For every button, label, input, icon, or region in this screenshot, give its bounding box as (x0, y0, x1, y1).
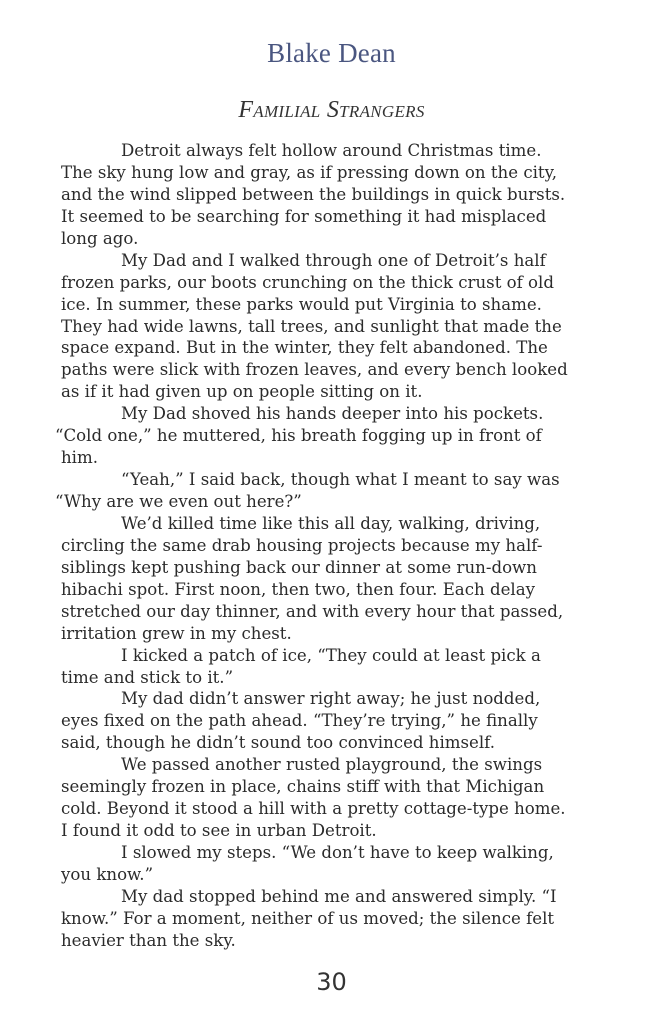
text-line: “Cold one,” he muttered, his breath fogging up in front of (55, 426, 542, 446)
text-line: time and stick to it.” (61, 667, 234, 687)
text-line: stretched our day thinner, and with every hour that passed, (61, 601, 564, 621)
paragraph-first-line: I kicked a patch of ice, “They could at least pick a (121, 645, 541, 665)
paragraph-first-line: My dad stopped behind me and answered simply. “I (121, 886, 557, 906)
text-line: siblings kept pushing back our dinner at some run-down (61, 557, 537, 577)
text-line: and the wind slipped between the buildings in quick bursts. (61, 184, 566, 204)
text-line: you know.” (61, 864, 154, 884)
paragraph-first-line: We’d killed time like this all day, walking, driving, (121, 513, 541, 533)
text-line: They had wide lawns, tall trees, and sunlight that made the (61, 316, 562, 336)
text-line: frozen parks, our boots crunching on the thick crust of old (61, 272, 554, 292)
text-line: I found it odd to see in urban Detroit. (61, 821, 377, 841)
text-line: irritation grew in my chest. (61, 623, 292, 643)
text-line: as if it had given up on people sitting on it. (61, 382, 423, 402)
text-line: paths were slick with frozen leaves, and every bench looked (61, 360, 568, 380)
paragraph-first-line: My dad didn’t answer right away; he just nodded, (121, 689, 541, 709)
paragraph-first-line: We passed another rusted playground, the swings (121, 755, 543, 775)
text-line: The sky hung low and gray, as if pressing down on the city, (61, 162, 558, 182)
text-line: seemingly frozen in place, chains stiff with that Michigan (61, 777, 545, 797)
text-line: cold. Beyond it stood a hill with a pretty cottage-type home. (61, 799, 566, 819)
text-line: said, though he didn’t sound too convinced himself. (61, 733, 495, 753)
chapter-title: Familial Strangers (238, 97, 425, 123)
text-line: ice. In summer, these parks would put Virginia to shame. (61, 294, 542, 314)
text-line: know.” For a moment, neither of us moved; the silence felt (61, 908, 555, 928)
paragraph-first-line: My Dad and I walked through one of Detroit’s half (121, 250, 546, 270)
paragraph-first-line: Detroit always felt hollow around Christmas time. (121, 141, 542, 160)
text-line: space expand. But in the winter, they felt abandoned. The (61, 338, 548, 358)
text-line: circling the same drab housing projects because my half- (61, 535, 543, 555)
text-line: heavier than the sky. (61, 930, 236, 950)
text-line: eyes fixed on the path ahead. “They’re trying,” he finally (61, 711, 538, 731)
paragraph-first-line: My Dad shoved his hands deeper into his pockets. (121, 404, 544, 424)
page-number: 30 (316, 968, 347, 996)
body-text (55, 140, 615, 952)
paragraph-first-line: I slowed my steps. “We don’t have to keep walking, (121, 843, 554, 862)
text-line: hibachi spot. First noon, then two, then four. Each delay (61, 579, 535, 599)
paragraph-first-line: “Yeah,” I said back, though what I meant to say was (121, 470, 560, 490)
text-line: “Why are we even out here?” (55, 492, 302, 511)
text-line: It seemed to be searching for something it had misplaced (61, 206, 547, 226)
running-header-author: Blake Dean (267, 38, 396, 68)
text-line: him. (61, 448, 99, 468)
text-line: long ago. (61, 228, 139, 248)
